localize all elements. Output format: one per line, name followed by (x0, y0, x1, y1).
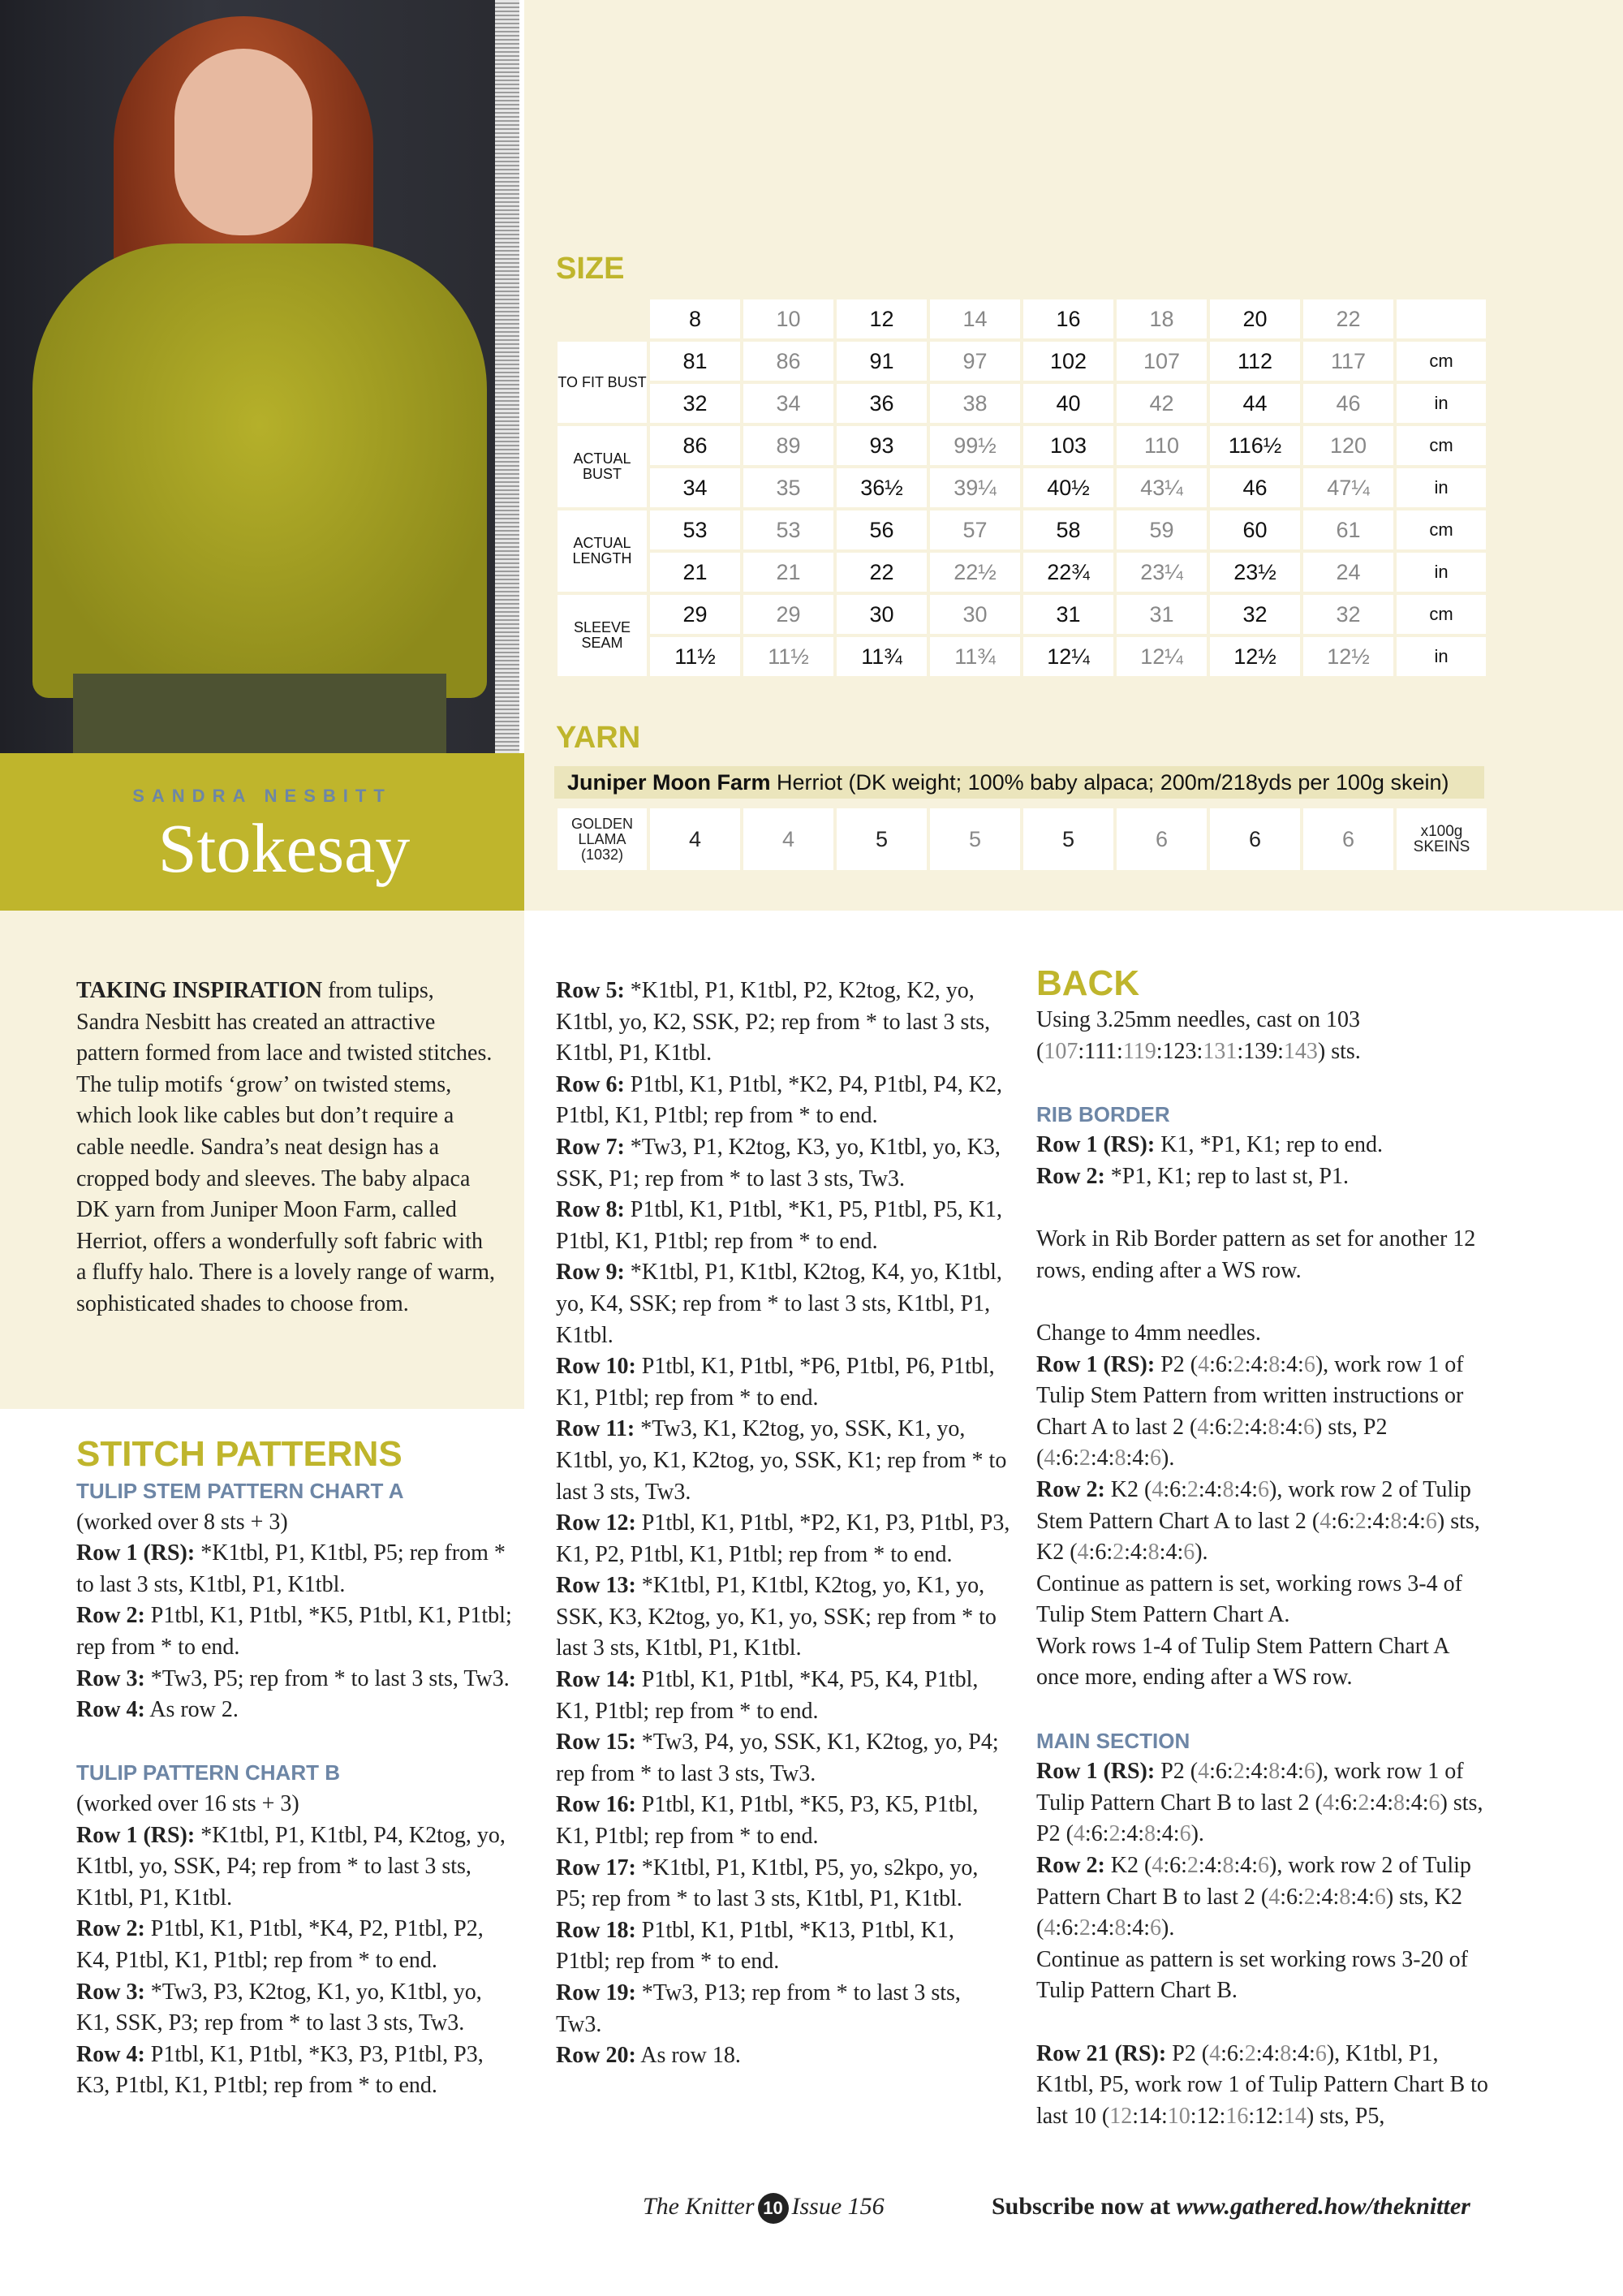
value-cell: 34 (743, 384, 833, 423)
pattern-row: Row 7: *Tw3, P1, K2tog, K3, yo, K1tbl, yo, K3, SSK, P1; rep from * to last 3 sts, Tw3. (556, 1134, 1001, 1191)
pattern-row: Row 14: P1tbl, K1, P1tbl, *K4, P5, K4, P1tbl, K1, P1tbl; rep from * to end. (556, 1667, 979, 1724)
quantity-cell: 6 (1117, 808, 1207, 870)
value-cell: 39¼ (930, 468, 1020, 507)
value-cell: 36 (837, 384, 927, 423)
pattern-row: Row 2: K2 (4:6:2:4:8:4:6), work row 2 of Tulip Stem Pattern Chart A to last 2 (4:6:2:4:8:4:6) sts, K2 (4:6:2:4:8:4:6). (1036, 1476, 1480, 1566)
column-1 (76, 1433, 514, 2102)
pattern-row: Row 11: *Tw3, K1, K2tog, yo, SSK, K1, yo, K1tbl, yo, K1, K2tog, yo, SSK, K1; rep from * to last 3 sts, Tw3. (556, 1416, 1007, 1505)
value-cell: 11½ (650, 637, 740, 676)
row-label: ACTUAL BUST (558, 426, 647, 507)
unit-cell: in (1397, 637, 1486, 676)
footer-magazine: The Knitter 10 Issue 156 (643, 2193, 885, 2224)
value-cell: 103 (1023, 426, 1113, 465)
stitch-patterns-heading: STITCH PATTERNS (76, 1434, 403, 1474)
column-3 (1036, 963, 1491, 2132)
value-cell: 110 (1117, 426, 1207, 465)
continue-text: Work rows 1-4 of Tulip Stem Pattern Chart A once more, ending after a WS row. (1036, 1633, 1449, 1691)
size-table (554, 296, 1489, 679)
value-cell: 23¼ (1117, 553, 1207, 592)
quantity-cell: 4 (650, 808, 740, 870)
column-2 (556, 976, 1010, 2072)
pattern-row: Row 15: *Tw3, P4, yo, SSK, K1, K2tog, yo, P4; rep from * to last 3 sts, Tw3. (556, 1730, 999, 1786)
yarn-unit: x100g SKEINS (1397, 808, 1487, 870)
unit-cell: in (1397, 553, 1486, 592)
value-cell: 35 (743, 468, 833, 507)
value-cell: 36½ (837, 468, 927, 507)
rib-border-heading: RIB BORDER (1036, 1101, 1170, 1126)
value-cell: 22 (837, 553, 927, 592)
value-cell: 86 (743, 342, 833, 381)
pattern-row: Row 1 (RS): P2 (4:6:2:4:8:4:6), work row 1 of Tulip Pattern Chart B to last 2 (4:6:2:4:8:4:6) sts, P2 (4:6:2:4:8:4:6). (1036, 1759, 1483, 1847)
unit-cell: cm (1397, 342, 1486, 381)
main-section-heading: MAIN SECTION (1036, 1728, 1190, 1753)
value-cell: 58 (1023, 510, 1113, 549)
value-cell: 11½ (743, 637, 833, 676)
value-cell: 43¼ (1117, 468, 1207, 507)
value-cell: 44 (1210, 384, 1300, 423)
change-needles: Change to 4mm needles. (1036, 1320, 1261, 1346)
unit-cell: in (1397, 468, 1486, 507)
size-cell: 12 (837, 299, 927, 338)
value-cell: 31 (1117, 595, 1207, 634)
value-cell: 12¼ (1023, 637, 1113, 676)
pattern-row: Row 1 (RS): *K1tbl, P1, K1tbl, P5; rep from * to last 3 sts, K1tbl, P1, K1tbl. (76, 1540, 506, 1597)
size-cell: 10 (743, 299, 833, 338)
value-cell: 38 (930, 384, 1020, 423)
row-label: ACTUAL LENGTH (558, 510, 647, 592)
footer-subscribe: Subscribe now at www.gathered.how/theknitter (992, 2193, 1470, 2220)
chart-b-note: (worked over 16 sts + 3) (76, 1790, 299, 1816)
value-cell: 42 (1117, 384, 1207, 423)
value-cell: 40½ (1023, 468, 1113, 507)
row-label: SLEEVE SEAM (558, 595, 647, 676)
value-cell: 112 (1210, 342, 1300, 381)
value-cell: 53 (743, 510, 833, 549)
value-cell: 61 (1303, 510, 1393, 549)
value-cell: 11¾ (837, 637, 927, 676)
value-cell: 29 (650, 595, 740, 634)
yarn-brand: Juniper Moon Farm (567, 770, 771, 795)
value-cell: 22¾ (1023, 553, 1113, 592)
size-cell: 20 (1210, 299, 1300, 338)
value-cell: 11¾ (930, 637, 1020, 676)
quantity-cell: 5 (1023, 808, 1113, 870)
value-cell: 12¼ (1117, 637, 1207, 676)
value-cell: 40 (1023, 384, 1113, 423)
value-cell: 89 (743, 426, 833, 465)
value-cell: 22½ (930, 553, 1020, 592)
value-cell: 117 (1303, 342, 1393, 381)
value-cell: 46 (1210, 468, 1300, 507)
pattern-row: Row 1 (RS): P2 (4:6:2:4:8:4:6), work row 1 of Tulip Stem Pattern from written instructions or Chart A to last 2 (4:6:2:4:8:4:6) sts, P2 (4:6:2:4:8:4:6). (1036, 1351, 1464, 1471)
designer-name: SANDRA NESBITT (132, 786, 392, 806)
chart-a-heading: TULIP STEM PATTERN CHART A (76, 1479, 404, 1503)
quantity-cell: 6 (1210, 808, 1300, 870)
pattern-row: Row 20: As row 18. (556, 2043, 741, 2069)
pattern-row: Row 4: P1tbl, K1, P1tbl, *K3, P3, P1tbl, P3, K3, P1tbl, K1, P1tbl; rep from * to end. (76, 2041, 484, 2099)
intro-lead: TAKING INSPIRATION (76, 978, 323, 1003)
yarn-table (554, 805, 1490, 873)
quantity-cell: 6 (1303, 808, 1393, 870)
subscribe-link[interactable]: www.gathered.how/theknitter (1176, 2193, 1470, 2220)
pattern-row: Row 8: P1tbl, K1, P1tbl, *K1, P5, P1tbl, P5, K1, P1tbl, K1, P1tbl; rep from * to end. (556, 1197, 1002, 1254)
value-cell: 30 (837, 595, 927, 634)
value-cell: 60 (1210, 510, 1300, 549)
stitched-edge-decoration (495, 0, 519, 753)
value-cell: 21 (650, 553, 740, 592)
value-cell: 32 (1303, 595, 1393, 634)
yarn-colour: GOLDEN LLAMA (1032) (558, 808, 647, 870)
size-cell: 8 (650, 299, 740, 338)
quantity-cell: 5 (837, 808, 927, 870)
pattern-row: Row 21 (RS): P2 (4:6:2:4:8:4:6), K1tbl, P1, K1tbl, P5, work row 1 of Tulip Pattern Chart B to last 10 (12:14:10:12:16:12:14) sts, P5, (1036, 2040, 1488, 2129)
cast-on-text: Using 3.25mm needles, cast on 103 (107:111:119:123:131:139:143) sts. (1036, 1007, 1361, 1064)
size-heading: SIZE (556, 252, 625, 286)
size-cell: 16 (1023, 299, 1113, 338)
model-photo (0, 0, 519, 753)
value-cell: 24 (1303, 553, 1393, 592)
pattern-row: Row 12: P1tbl, K1, P1tbl, *P2, K1, P3, P1tbl, P3, K1, P2, P1tbl, K1, P1tbl; rep from * to end. (556, 1510, 1010, 1567)
pattern-row: Row 3: *Tw3, P3, K2tog, K1, yo, K1tbl, yo, K1, SSK, P3; rep from * to last 3 sts, Tw3. (76, 1979, 482, 2036)
value-cell: 57 (930, 510, 1020, 549)
quantity-cell: 4 (743, 808, 833, 870)
pattern-title: Stokesay (157, 809, 411, 887)
unit-cell: cm (1397, 510, 1486, 549)
yarn-description (554, 766, 1484, 799)
row-label: TO FIT BUST (558, 342, 647, 423)
value-cell: 81 (650, 342, 740, 381)
pattern-row: Row 18: P1tbl, K1, P1tbl, *K13, P1tbl, K1, P1tbl; rep from * to end. (556, 1917, 954, 1975)
quantity-cell: 5 (930, 808, 1020, 870)
size-cell: 18 (1117, 299, 1207, 338)
value-cell: 107 (1117, 342, 1207, 381)
pattern-row: Row 19: *Tw3, P13; rep from * to last 3 sts, Tw3. (556, 1980, 961, 2037)
value-cell: 31 (1023, 595, 1113, 634)
intro-text (76, 976, 498, 1320)
pattern-row: Row 2: K2 (4:6:2:4:8:4:6), work row 2 of Tulip Pattern Chart B to last 2 (4:6:2:4:8:4:6) sts, K2 (4:6:2:4:8:4:6). (1036, 1853, 1471, 1941)
size-cell: 14 (930, 299, 1020, 338)
pattern-row: Row 2: P1tbl, K1, P1tbl, *K4, P2, P1tbl, P2, K4, P1tbl, K1, P1tbl; rep from * to end. (76, 1916, 484, 1973)
value-cell: 120 (1303, 426, 1393, 465)
pattern-row: Row 5: *K1tbl, P1, K1tbl, P2, K2tog, K2, yo, K1tbl, yo, K2, SSK, P2; rep from * to last 3 sts, K1tbl, P1, K1tbl. (556, 978, 991, 1066)
value-cell: 97 (930, 342, 1020, 381)
continue-text: Continue as pattern is set working rows 3-20 of Tulip Pattern Chart B. (1036, 1946, 1468, 2004)
value-cell: 47¼ (1303, 468, 1393, 507)
size-header-row (558, 299, 1486, 338)
value-cell: 32 (1210, 595, 1300, 634)
back-heading: BACK (1036, 963, 1140, 1003)
value-cell: 116½ (1210, 426, 1300, 465)
value-cell: 86 (650, 426, 740, 465)
value-cell: 56 (837, 510, 927, 549)
pattern-row: Row 13: *K1tbl, P1, K1tbl, K2tog, yo, K1, yo, SSK, K3, K2tog, yo, K1, yo, SSK; rep from * to last 3 sts, K1tbl, P1, K1tbl. (556, 1573, 997, 1661)
unit-cell: in (1397, 384, 1486, 423)
yarn-details: Herriot (DK weight; 100% baby alpaca; 200m/218yds per 100g skein) (770, 770, 1449, 795)
value-cell: 29 (743, 595, 833, 634)
value-cell: 91 (837, 342, 927, 381)
page-number: 10 (758, 2193, 789, 2224)
yarn-heading: YARN (556, 721, 641, 755)
pattern-row: Row 9: *K1tbl, P1, K1tbl, K2tog, K4, yo, K1tbl, yo, K4, SSK; rep from * to last 3 sts, K1tbl, P1, K1tbl. (556, 1260, 1002, 1348)
value-cell: 53 (650, 510, 740, 549)
pattern-row: Row 6: P1tbl, K1, P1tbl, *K2, P4, P1tbl, P4, K2, P1tbl, K1, P1tbl; rep from * to end. (556, 1071, 1002, 1129)
value-cell: 59 (1117, 510, 1207, 549)
unit-cell: cm (1397, 595, 1486, 634)
value-cell: 12½ (1303, 637, 1393, 676)
pattern-row: Row 1 (RS): K1, *P1, K1; rep to end. (1036, 1132, 1383, 1158)
pattern-row: Row 10: P1tbl, K1, P1tbl, *P6, P1tbl, P6, P1tbl, K1, P1tbl; rep from * to end. (556, 1354, 995, 1411)
pattern-row: Row 2: *P1, K1; rep to last st, P1. (1036, 1163, 1349, 1189)
value-cell: 21 (743, 553, 833, 592)
value-cell: 30 (930, 595, 1020, 634)
value-cell: 93 (837, 426, 927, 465)
pattern-row: Row 3: *Tw3, P5; rep from * to last 3 sts, Tw3. (76, 1665, 510, 1691)
pattern-row: Row 2: P1tbl, K1, P1tbl, *K5, P1tbl, K1, P1tbl; rep from * to end. (76, 1603, 512, 1660)
rib-continue: Work in Rib Border pattern as set for another 12 rows, ending after a WS row. (1036, 1226, 1476, 1283)
value-cell: 46 (1303, 384, 1393, 423)
value-cell: 102 (1023, 342, 1113, 381)
value-cell: 34 (650, 468, 740, 507)
pattern-row: Row 16: P1tbl, K1, P1tbl, *K5, P3, K5, P1tbl, K1, P1tbl; rep from * to end. (556, 1792, 979, 1850)
size-cell: 22 (1303, 299, 1393, 338)
unit-cell: cm (1397, 426, 1486, 465)
value-cell: 99½ (930, 426, 1020, 465)
value-cell: 12½ (1210, 637, 1300, 676)
continue-text: Continue as pattern is set, working rows 3-4 of Tulip Stem Pattern Chart A. (1036, 1570, 1462, 1628)
chart-b-heading: TULIP PATTERN CHART B (76, 1760, 340, 1786)
pattern-row: Row 4: As row 2. (76, 1697, 239, 1723)
value-cell: 32 (650, 384, 740, 423)
value-cell: 23½ (1210, 553, 1300, 592)
chart-a-note: (worked over 8 sts + 3) (76, 1509, 288, 1535)
pattern-row: Row 1 (RS): *K1tbl, P1, K1tbl, P4, K2tog, yo, K1tbl, yo, SSK, P4; rep from * to last 3 sts, K1tbl, P1, K1tbl. (76, 1822, 506, 1910)
pattern-row: Row 17: *K1tbl, P1, K1tbl, P5, yo, s2kpo, yo, P5; rep from * to last 3 sts, K1tbl, P1, K1tbl. (556, 1854, 979, 1912)
intro-body: from tulips, Sandra Nesbitt has created an attractive pattern formed from lace and twisted stitches. The tulip motifs ‘grow’ on twisted stems, which look like cables but don’t require a cable needle. Sandra’s neat design has a cropped body and sleeves. The baby alpaca DK yarn from Juniper Moon Farm, called Herriot, offers a wonderfully soft fabric with a fluffy halo. There is a lovely range of warm, sophisticated shades to choose from. (76, 978, 496, 1316)
